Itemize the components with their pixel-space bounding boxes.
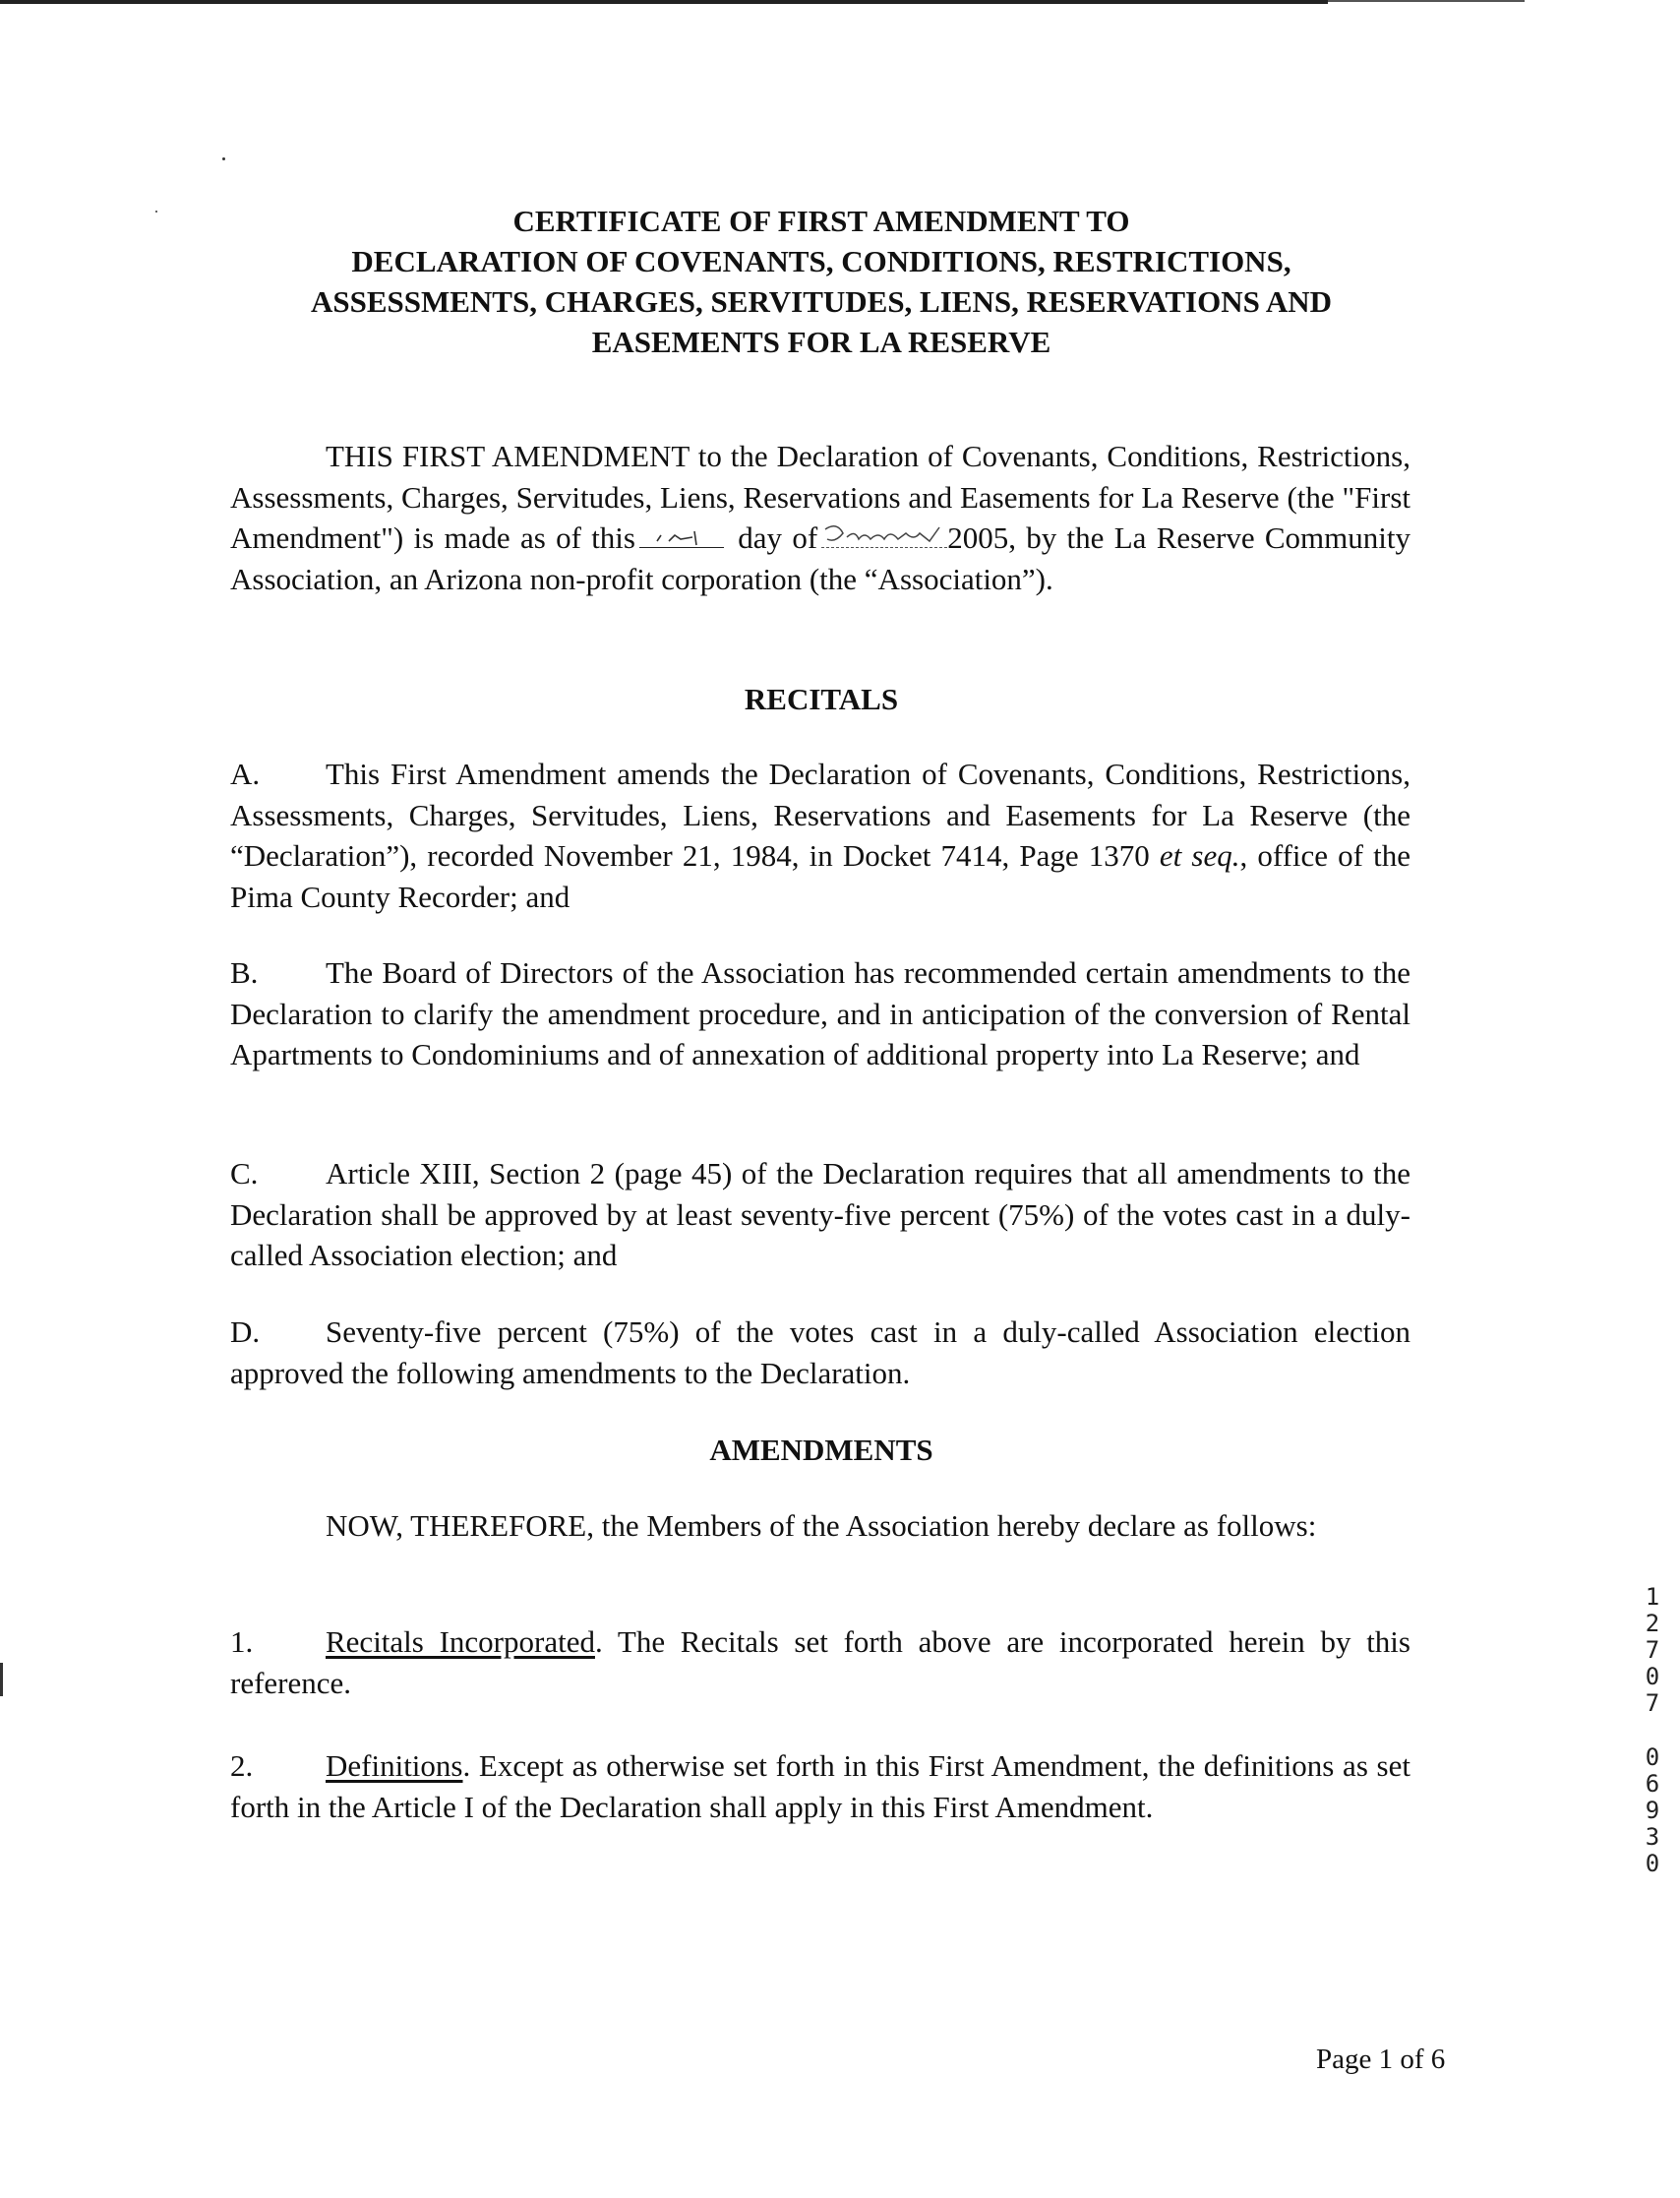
recording-digit: 9 — [1645, 1797, 1660, 1824]
handwritten-day-mark — [639, 519, 724, 547]
scan-edge-mark — [0, 1663, 3, 1696]
recital-c — [230, 1153, 1410, 1276]
recital-c-text: Article XIII, Section 2 (page 45) of the Declaration requires that all amendments to the Declaration shall be approved by at least seventy-five percent (75%) of the votes cast in a duly-called Association election; and — [230, 1156, 1410, 1272]
recital-a-post: , office of the Pima County Recorder; and — [230, 838, 1410, 914]
recital-b — [230, 952, 1410, 1075]
amendment-1-text: . The Recitals set forth above are incorporated herein by this reference. — [230, 1624, 1410, 1700]
now-therefore-paragraph — [230, 1505, 1410, 1547]
now-therefore-text: NOW, THEREFORE, the Members of the Association hereby declare as follows: — [326, 1508, 1317, 1543]
recording-number-vertical — [1641, 1584, 1664, 1877]
page-number: Page 1 of 6 — [1316, 2044, 1446, 2075]
intro-paragraph — [230, 436, 1410, 599]
recital-a-label: A. — [230, 757, 261, 791]
amendment-2-label: 2. — [230, 1748, 254, 1783]
amendments-heading: AMENDMENTS — [709, 1433, 933, 1467]
handwritten-month-blank — [821, 519, 947, 548]
amendment-item-1 — [230, 1621, 1410, 1703]
recital-d-label: D. — [230, 1314, 261, 1349]
recital-c-label: C. — [230, 1156, 259, 1191]
amendment-1-label: 1. — [230, 1624, 254, 1659]
title-line-2: DECLARATION OF COVENANTS, CONDITIONS, RESTRICTIONS, — [351, 244, 1291, 278]
scan-edge-top-right — [1328, 0, 1525, 2]
intro-of-word: of — [792, 520, 818, 555]
recording-digit: 7 — [1645, 1636, 1660, 1664]
recitals-heading: RECITALS — [744, 682, 899, 716]
recital-b-text: The Board of Directors of the Association has recommended certain amendments to the Declaration to clarify the amendment procedure, and in anticipation of the conversion of Rental Apartments to Condominiums and of annexation of additional property into La Reserve; and — [230, 955, 1410, 1071]
recording-digit: 7 — [1645, 1689, 1660, 1717]
title-line-1: CERTIFICATE OF FIRST AMENDMENT TO — [512, 204, 1130, 238]
recital-b-label: B. — [230, 955, 259, 990]
recording-digit: 1 — [1645, 1583, 1660, 1611]
handwritten-day-blank — [639, 519, 724, 548]
recital-a — [230, 754, 1410, 917]
handwritten-month-mark — [821, 519, 947, 547]
recital-a-italic: et seq. — [1159, 838, 1240, 873]
recital-d-text: Seventy-five percent (75%) of the votes cast in a duly-called Association election approved the following amendments to the Declaration. — [230, 1314, 1410, 1390]
recording-digit: 0 — [1645, 1743, 1660, 1771]
title-line-4: EASEMENTS FOR LA RESERVE — [591, 325, 1051, 359]
recital-d — [230, 1312, 1410, 1393]
intro-lead: THIS FIRST AMENDMENT to the Declaration of Covenants, Conditions, Restrictions, Assessments, Charges, Servitudes, Liens, Reservations and Easements for La Reserve (the "First Amendment") is made as of this — [230, 439, 1410, 555]
recording-digit: 0 — [1645, 1850, 1660, 1877]
amendment-2-text: . Except as otherwise set forth in this First Amendment, the definitions as set forth in the Article I of the Declaration shall apply in this First Amendment. — [230, 1748, 1410, 1824]
recording-digit: 2 — [1645, 1610, 1660, 1637]
amendment-2-title: Definitions — [326, 1748, 463, 1783]
scan-edge-top — [0, 0, 1328, 4]
recital-a-text: This First Amendment amends the Declaration of Covenants, Conditions, Restrictions, Assessments, Charges, Servitudes, Liens, Reservations and Easements for La Reserve (the “Declaration”), recorded November 21, 1984, in Docket 7414, Page 1370 — [230, 757, 1410, 873]
intro-tail: 2005, by the La Reserve Community Association, an Arizona non-profit corporation (the “Association”). — [230, 520, 1411, 596]
recording-digit: 6 — [1645, 1770, 1660, 1798]
document-title — [157, 201, 1485, 362]
intro-day-word: day — [738, 520, 783, 555]
amendment-item-2 — [230, 1745, 1410, 1827]
recording-digit: 0 — [1645, 1663, 1660, 1690]
scan-speck — [222, 157, 225, 160]
amendment-1-title: Recitals Incorporated — [326, 1624, 595, 1659]
recording-digit: 3 — [1645, 1823, 1660, 1851]
title-line-3: ASSESSMENTS, CHARGES, SERVITUDES, LIENS, RESERVATIONS AND — [310, 284, 1333, 319]
